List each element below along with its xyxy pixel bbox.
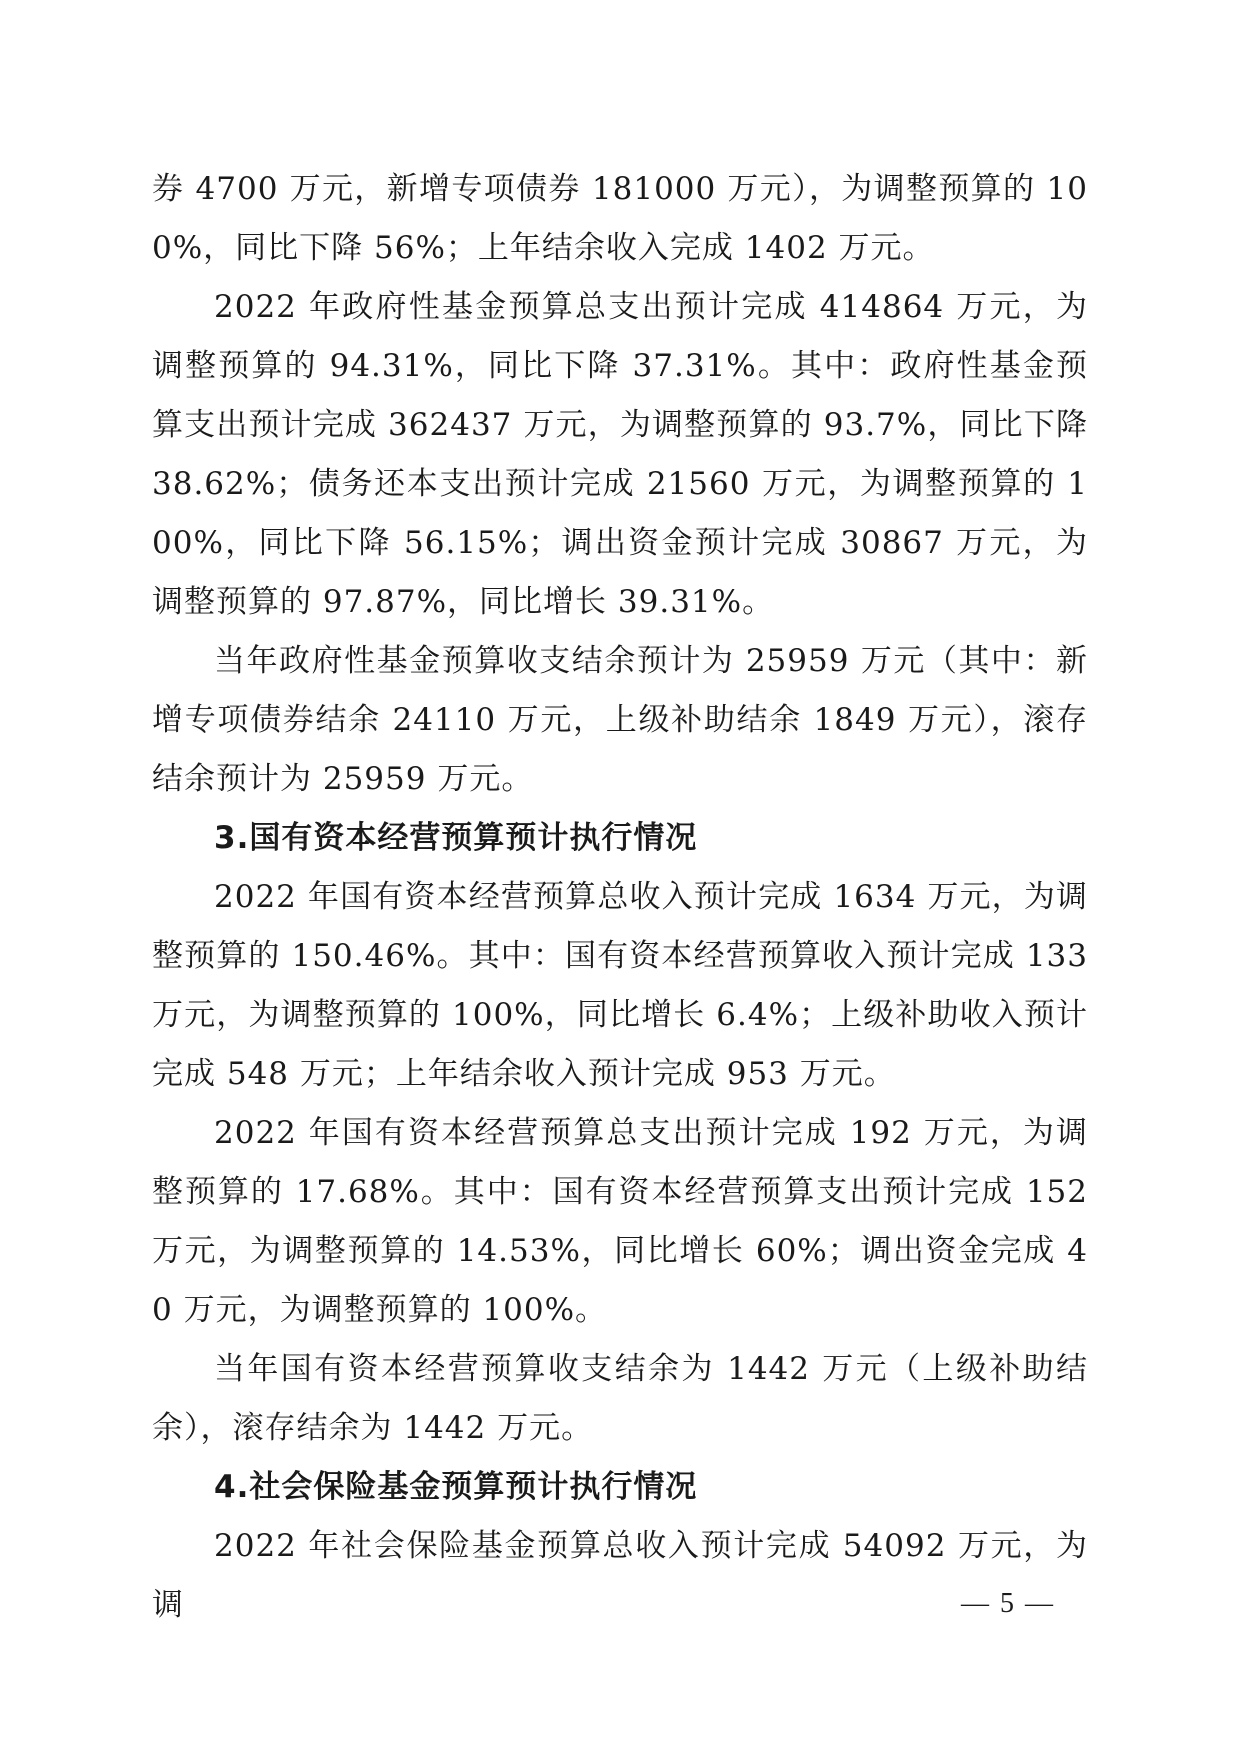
paragraph-capital-balance: 当年国有资本经营预算收支结余为 1442 万元（上级补助结余），滚存结余为 1442 万元。 — [152, 1351, 1088, 1446]
paragraph-capital-expenditure: 2022 年国有资本经营预算总支出预计完成 192 万元，为调整预算的 17.68%。其中：国有资本经营预算支出预计完成 152 万元，为调整预算的 14.53%，同比增长 60%；调出资金完成 40 万元，为调整预算的 100%。 — [152, 1115, 1088, 1328]
paragraph-fund-balance: 当年政府性基金预算收支结余预计为 25959 万元（其中：新增专项债券结余 24110 万元，上级补助结余 1849 万元），滚存结余预计为 25959 万元。 — [152, 643, 1088, 797]
page-body — [152, 160, 1088, 1635]
paragraph-insurance-revenue: 2022 年社会保险基金预算总收入预计完成 54092 万元，为调 — [152, 1528, 1088, 1623]
paragraph-fund-expenditure: 2022 年政府性基金预算总支出预计完成 414864 万元，为调整预算的 94.31%，同比下降 37.31%。其中：政府性基金预算支出预计完成 362437 万元，为调整预算的 93.7%，同比下降 38.62%；债务还本支出预计完成 21560 万元，为调整预算的 100%，同比下降 56.15%；调出资金预计完成 30867 万元，为调整预算的 97.87%，同比增长 39.31%。 — [152, 289, 1088, 620]
paragraph-continued: 券 4700 万元，新增专项债券 181000 万元），为调整预算的 100%，同比下降 56%；上年结余收入完成 1402 万元。 — [152, 171, 1088, 266]
page-number: — 5 — — [961, 1588, 1055, 1619]
section-heading-state-capital: 3.国有资本经营预算预计执行情况 — [214, 820, 698, 856]
paragraph-capital-revenue: 2022 年国有资本经营预算总收入预计完成 1634 万元，为调整预算的 150.46%。其中：国有资本经营预算收入预计完成 133 万元，为调整预算的 100%，同比增长 6.4%；上级补助收入预计完成 548 万元；上年结余收入预计完成 953 万元。 — [152, 879, 1088, 1092]
section-heading-social-insurance: 4.社会保险基金预算预计执行情况 — [214, 1469, 698, 1505]
